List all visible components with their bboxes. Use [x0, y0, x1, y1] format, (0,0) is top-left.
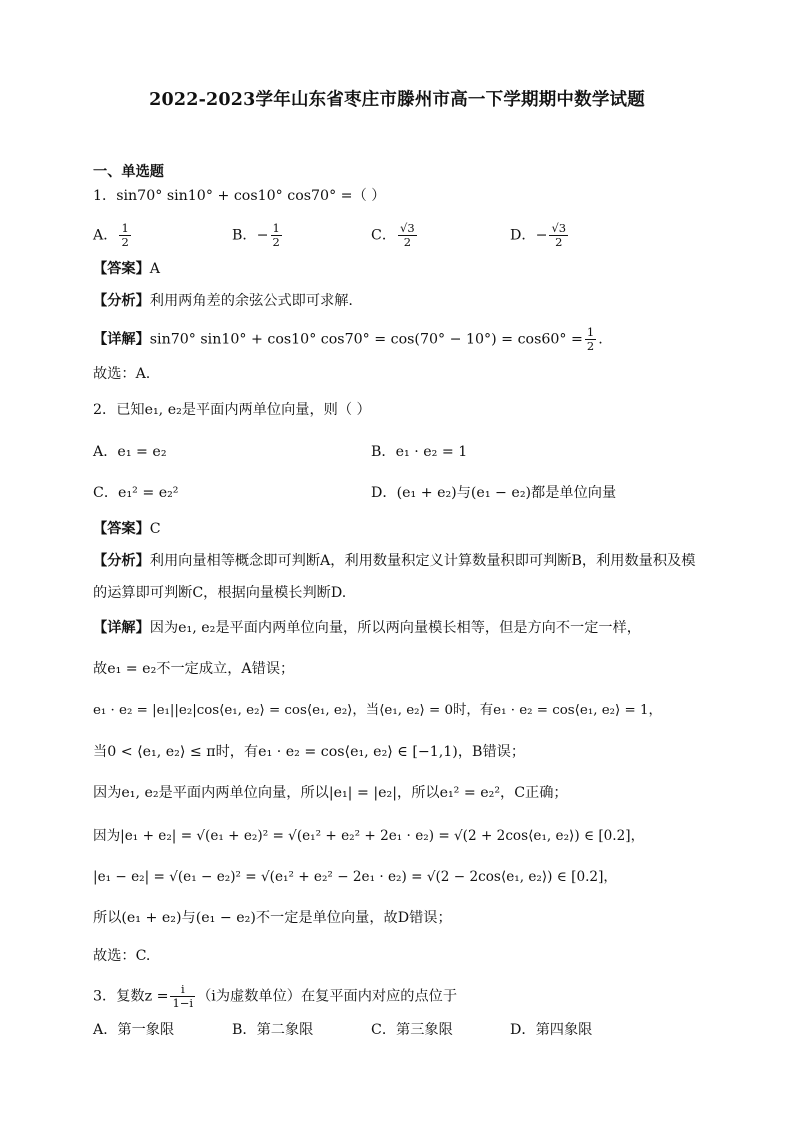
q2-answer-value: C	[149, 521, 161, 537]
q1-detail-den: 2	[586, 339, 595, 353]
q1-analysis-tag: 【分析】	[93, 293, 150, 309]
q1-answer-value: A	[149, 261, 161, 277]
page-title: 2022-2023学年山东省枣庄市滕州市高一下学期期中数学试题	[149, 90, 645, 110]
q2-detail-line-1	[93, 618, 641, 638]
q1-option-a-num: 1	[121, 221, 129, 235]
q1-option-d	[510, 222, 570, 249]
q2-detail-tag: 【详解】	[93, 620, 150, 636]
q2-detail-line-7: |e₁ − e₂| = √(e₁ − e₂)² = √(e₁² + e₂² − 2e₁ · e₂) = √(2 − 2cos⟨e₁, e₂⟩) ∈ [0.2]，	[93, 869, 617, 885]
q1-option-a	[93, 222, 133, 249]
q3-option-a: A．第一象限	[93, 1022, 175, 1038]
q2-option-b: B．e₁ · e₂ = 1	[371, 444, 468, 460]
q1-answer-tag: 【答案】	[93, 261, 150, 277]
q2-detail-line-4: 当0 < ⟨e₁, e₂⟩ ≤ π时，有e₁ · e₂ = cos⟨e₁, e₂⟩ ∈ [−1,1)，B错误；	[93, 744, 526, 760]
q2-detail-line-6: 因为|e₁ + e₂| = √(e₁ + e₂)² = √(e₁² + e₂² + 2e₁ · e₂) = √(2 + 2cos⟨e₁, e₂⟩) ∈ [0.2]，	[93, 828, 645, 844]
q2-answer-tag: 【答案】	[93, 521, 150, 537]
q2-analysis-line-2: 的运算即可判断C，根据向量模长判断D.	[93, 585, 347, 601]
q1-option-b-den: 2	[272, 235, 280, 249]
q1-choose: 故选：A.	[93, 366, 151, 382]
q2-detail-text-1: 因为e₁, e₂是平面内两单位向量，所以两向量模长相等，但是方向不一定一样，	[149, 620, 641, 636]
q3-stem-post: （i为虚数单位）在复平面内对应的点位于	[197, 988, 458, 1005]
q3-stem-num: i	[170, 983, 195, 997]
q1-option-b-fraction	[271, 222, 282, 249]
q1-option-a-label: A．	[93, 227, 118, 244]
q1-option-c	[371, 222, 419, 249]
q3-option-d: D．第四象限	[510, 1022, 593, 1038]
q2-detail-line-8: 所以(e₁ + e₂)与(e₁ − e₂)不一定是单位向量，故D错误；	[93, 910, 452, 926]
q2-option-d: D．(e₁ + e₂)与(e₁ − e₂)都是单位向量	[371, 485, 617, 501]
q1-option-c-num: √3	[400, 221, 415, 235]
q1-option-b-num: 1	[272, 221, 280, 235]
q1-analysis-text: 利用两角差的余弦公式即可求解.	[149, 293, 353, 309]
q2-answer	[93, 519, 161, 539]
q2-detail-line-5: 因为e₁, e₂是平面内两单位向量，所以|e₁| = |e₂|，所以e₁² = e₂²，C正确；	[93, 785, 568, 801]
section-heading: 一、单选题	[93, 164, 164, 180]
q1-option-a-den: 2	[121, 235, 129, 249]
q1-detail	[93, 326, 603, 353]
q1-detail-fraction	[585, 326, 596, 353]
q1-option-d-num: √3	[551, 221, 567, 235]
q2-option-a: A．e₁ = e₂	[93, 444, 167, 460]
q2-option-c: C．e₁² = e₂²	[93, 485, 179, 501]
q3-option-b: B．第二象限	[232, 1022, 314, 1038]
q2-detail-line-2: 故e₁ = e₂不一定成立，A错误；	[93, 661, 295, 677]
q1-option-c-den: 2	[403, 235, 412, 249]
q1-detail-tag: 【详解】	[93, 331, 150, 348]
q1-option-c-label: C．	[371, 227, 397, 244]
q2-analysis-text-1: 利用向量相等概念即可判断A，利用数量积定义计算数量积即可判断B，利用数量积及模	[149, 553, 696, 569]
q1-option-d-den: 2	[555, 235, 563, 249]
q1-detail-end: .	[598, 331, 603, 348]
q1-option-d-label: D．−	[510, 227, 548, 244]
q2-detail-line-3: e₁ · e₂ = |e₁||e₂|cos⟨e₁, e₂⟩ = cos⟨e₁, e₂⟩，当⟨e₁, e₂⟩ = 0时，有e₁ · e₂ = cos⟨e₁, e₂⟩ = 1，	[93, 703, 662, 718]
q1-answer	[93, 259, 160, 279]
q2-analysis-tag: 【分析】	[93, 553, 150, 569]
q3-stem	[93, 983, 457, 1010]
q1-option-b-label: B．−	[232, 227, 269, 244]
q3-stem-fraction	[170, 983, 195, 1010]
q1-detail-text: sin70° sin10° + cos10° cos70° = cos(70° − 10°) = cos60° =	[149, 331, 583, 348]
q1-option-b	[232, 222, 284, 249]
q3-stem-den: 1−i	[172, 996, 194, 1010]
q1-option-a-fraction	[119, 222, 130, 249]
q2-analysis-line-1	[93, 551, 695, 571]
q1-detail-num: 1	[586, 325, 595, 339]
q3-option-c: C．第三象限	[371, 1022, 453, 1038]
q1-option-c-fraction	[398, 222, 417, 249]
q1-option-d-fraction	[549, 222, 568, 249]
q2-stem: 2．已知e₁, e₂是平面内两单位向量，则（ ）	[93, 402, 371, 418]
q3-stem-pre: 3．复数z =	[93, 988, 169, 1005]
q2-choose: 故选：C.	[93, 948, 151, 964]
q1-stem: 1．sin70° sin10° + cos10° cos70° =（ ）	[93, 188, 386, 204]
q1-analysis	[93, 291, 353, 311]
